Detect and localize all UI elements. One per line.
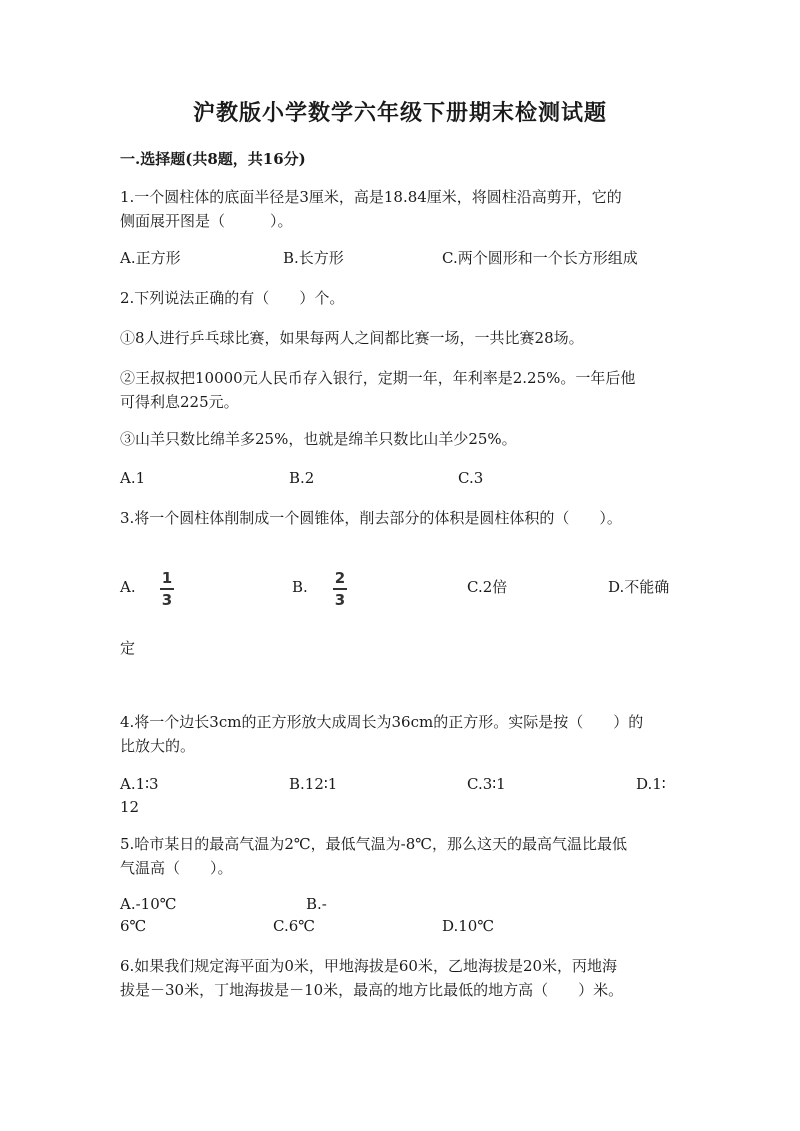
q1-stem-line1: 1.一个圆柱体的底面半径是3厘米，高是18.84厘米，将圆柱沿高剪开，它的	[120, 188, 622, 206]
q2-statement-1: ①8人进行乒乓球比赛，如果每两人之间都比赛一场，一共比赛28场。	[120, 329, 584, 347]
fraction-bar	[333, 588, 347, 590]
q3-option-a-fraction	[160, 570, 174, 608]
q1-option-c: C.两个圆形和一个长方形组成	[442, 249, 638, 267]
page-title: 沪教版小学数学六年级下册期末检测试题	[192, 100, 607, 126]
q2-option-a: A.1	[120, 469, 146, 487]
q4-option-d-line1: D.1∶	[636, 775, 666, 793]
q1-option-b: B.长方形	[283, 249, 344, 267]
q3-option-b-label: B.	[292, 578, 308, 596]
q3-stem: 3.将一个圆柱体削制成一个圆锥体，削去部分的体积是圆柱体积的（ ）。	[120, 509, 622, 527]
q3-option-d-line1: D.不能确	[608, 578, 670, 596]
q3-option-a-numerator: 1	[161, 569, 173, 587]
q2-stem: 2.下列说法正确的有（ ）个。	[120, 289, 345, 307]
q2-statement-3: ③山羊只数比绵羊多25%，也就是绵羊只数比山羊少25%。	[120, 430, 517, 448]
q2-option-b: B.2	[289, 469, 315, 487]
q4-stem-line1: 4.将一个边长3cm的正方形放大成周长为36cm的正方形。实际是按（ ）的	[120, 713, 644, 731]
q3-option-b-fraction	[333, 570, 347, 608]
section-heading: 一.选择题(共8题，共16分)	[120, 150, 306, 168]
q4-option-a: A.1∶3	[120, 775, 159, 793]
q3-option-b-denominator: 3	[334, 590, 346, 609]
q5-stem-line2: 气温高（ ）。	[120, 859, 233, 877]
q4-option-d-line2: 12	[120, 798, 140, 816]
q2-statement-2-line1: ②王叔叔把10000元人民币存入银行，定期一年，年利率是2.25%。一年后他	[120, 369, 636, 387]
q5-option-c: C.6℃	[273, 917, 316, 935]
q3-option-a-label: A.	[120, 578, 136, 596]
q5-stem-line1: 5.哈市某日的最高气温为2℃，最低气温为-8℃，那么这天的最高气温比最低	[120, 835, 628, 853]
q3-option-d-line2: 定	[120, 639, 136, 657]
q5-option-d: D.10℃	[442, 917, 495, 935]
q2-option-c: C.3	[458, 469, 484, 487]
q4-option-b: B.12∶1	[289, 775, 338, 793]
q5-option-b-line1: B.-	[306, 895, 327, 913]
q3-option-a-denominator: 3	[161, 590, 173, 609]
q5-option-a: A.-10℃	[120, 895, 177, 913]
q6-stem-line2: 拔是－30米，丁地海拔是－10米，最高的地方比最低的地方高（ ）米。	[120, 981, 624, 999]
q6-stem-line1: 6.如果我们规定海平面为0米，甲地海拔是60米，乙地海拔是20米，丙地海	[120, 957, 618, 975]
q4-stem-line2: 比放大的。	[120, 737, 196, 755]
q1-stem-line2: 侧面展开图是（ ）。	[120, 212, 293, 230]
fraction-bar	[160, 588, 174, 590]
q4-option-c: C.3∶1	[467, 775, 506, 793]
q3-option-b-numerator: 2	[334, 569, 346, 587]
q2-statement-2-line2: 可得利息225元。	[120, 393, 239, 411]
q5-option-b-line2: 6℃	[120, 917, 147, 935]
q3-option-c: C.2倍	[467, 578, 508, 596]
q1-option-a: A.正方形	[120, 249, 181, 267]
